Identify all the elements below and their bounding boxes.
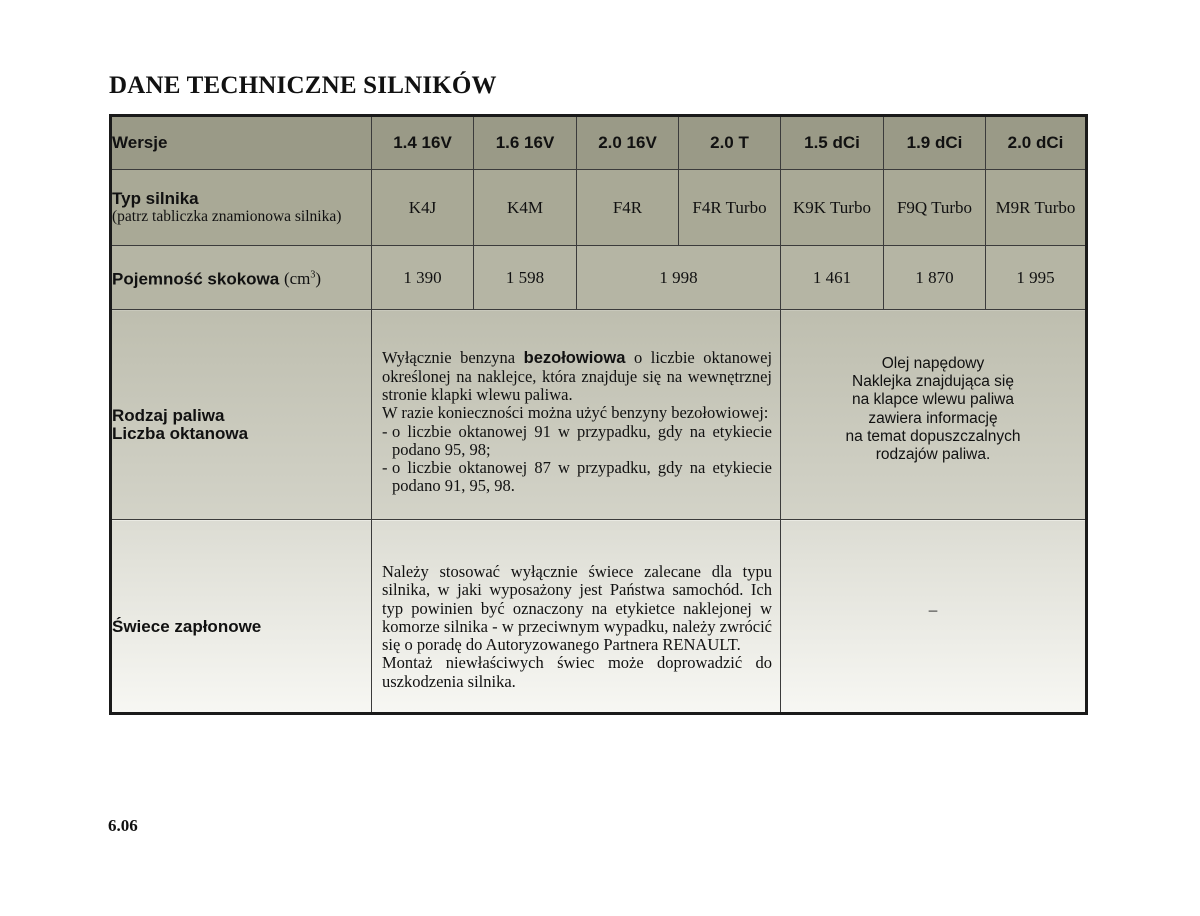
table-row-versions <box>111 116 1087 170</box>
petrol-intro: Wyłącznie benzyna <box>382 348 516 368</box>
spark-plugs-diesel-dash: – <box>928 600 938 619</box>
bullet-dash: - <box>382 421 388 441</box>
engine-type-title: Typ silnika <box>112 188 199 208</box>
petrol-bold: bezołowiowa <box>523 349 626 368</box>
displacement-cell: 1 461 <box>781 246 884 310</box>
unit-sup: 3 <box>310 269 316 281</box>
version-cell: 1.9 dCi <box>884 116 986 170</box>
version-cell: 1.4 16V <box>372 116 474 170</box>
version-cell: 1.5 dCi <box>781 116 884 170</box>
unit-text: (cm <box>283 269 311 289</box>
displacement-cell: 1 390 <box>372 246 474 310</box>
engine-type-cell: F4R <box>577 170 679 246</box>
list-item <box>382 459 772 496</box>
diesel-line: Naklejka znajdująca się <box>852 373 1014 391</box>
petrol-rest: o liczbie oktanowej określonej na naklejce, która znajduje się na wewnętrznej stronie klapki wlewu paliwa. <box>382 348 773 404</box>
spark-plugs-title: Świece zapłonowe <box>112 617 262 636</box>
fuel-type-label: Rodzaj paliwa <box>112 406 225 425</box>
table-row-engine-type <box>111 170 1087 246</box>
fuel-label <box>111 310 372 520</box>
table-row-displacement <box>111 246 1087 310</box>
fuel-petrol-alt: W razie konieczności można użyć benzyny bezołowiowej: <box>382 403 769 423</box>
page-title: DANE TECHNICZNE SILNIKÓW <box>109 72 497 99</box>
fuel-diesel-cell <box>781 310 1087 520</box>
fuel-petrol-cell <box>372 310 781 520</box>
engine-type-label <box>111 170 372 246</box>
spark-plugs-text: Należy stosować wyłącznie świece zalecane dla typu silnika, w jaki wyposażony jest Państwa samochód. Ich typ powinien być oznaczony na etykietce naklejonej w komorze silnika - w przeciwnym wypadku, należy zwrócić się o poradę do Autoryzowanego Partnera RENAULT. <box>382 561 772 655</box>
version-cell: 2.0 T <box>679 116 781 170</box>
bullet-text: o liczbie oktanowej 91 w przypadku, gdy na etykiecie podano 95, 98; <box>392 421 772 459</box>
table-row-fuel <box>111 310 1087 520</box>
diesel-line: zawiera informację <box>868 409 998 427</box>
list-item <box>382 423 772 460</box>
displacement-unit <box>284 269 321 288</box>
table-row-spark-plugs <box>111 520 1087 714</box>
engine-type-sublabel: (patrz tabliczka znamionowa silnika) <box>112 207 342 225</box>
displacement-cell: 1 870 <box>884 246 986 310</box>
displacement-label <box>111 246 372 310</box>
unit-close: ) <box>315 269 322 289</box>
versions-label: Wersje <box>111 116 372 170</box>
diesel-line: Olej napędowy <box>881 354 985 372</box>
diesel-note <box>781 355 1085 474</box>
spark-plugs-diesel-cell <box>781 520 1087 714</box>
diesel-line: na klapce wlewu paliwa <box>852 391 1014 409</box>
page-number: 6.06 <box>108 816 138 835</box>
engine-spec-table <box>109 114 1088 715</box>
diesel-line: na temat dopuszczalnych <box>845 427 1021 445</box>
spark-plugs-label <box>111 520 372 714</box>
version-cell: 2.0 16V <box>577 116 679 170</box>
bullet-text: o liczbie oktanowej 87 w przypadku, gdy na etykiecie podano 91, 95, 98. <box>392 458 772 496</box>
engine-type-cell: M9R Turbo <box>986 170 1087 246</box>
engine-type-cell: K9K Turbo <box>781 170 884 246</box>
version-cell: 1.6 16V <box>474 116 577 170</box>
displacement-cell: 1 995 <box>986 246 1087 310</box>
spark-plugs-warning: Montaż niewłaściwych świec może doprowadzić do uszkodzenia silnika. <box>382 653 772 691</box>
engine-type-cell: F9Q Turbo <box>884 170 986 246</box>
octane-label: Liczba oktanowa <box>112 424 249 443</box>
displacement-cell: 1 598 <box>474 246 577 310</box>
engine-type-cell: F4R Turbo <box>679 170 781 246</box>
displacement-title: Pojemność skokowa <box>112 269 280 289</box>
spark-plugs-petrol-cell <box>372 520 781 714</box>
engine-type-cell: K4M <box>474 170 577 246</box>
bullet-dash: - <box>382 458 388 478</box>
fuel-petrol-main <box>382 349 772 404</box>
version-cell: 2.0 dCi <box>986 116 1087 170</box>
displacement-cell: 1 998 <box>577 246 781 310</box>
engine-type-cell: K4J <box>372 170 474 246</box>
diesel-line: rodzajów paliwa. <box>875 445 991 463</box>
